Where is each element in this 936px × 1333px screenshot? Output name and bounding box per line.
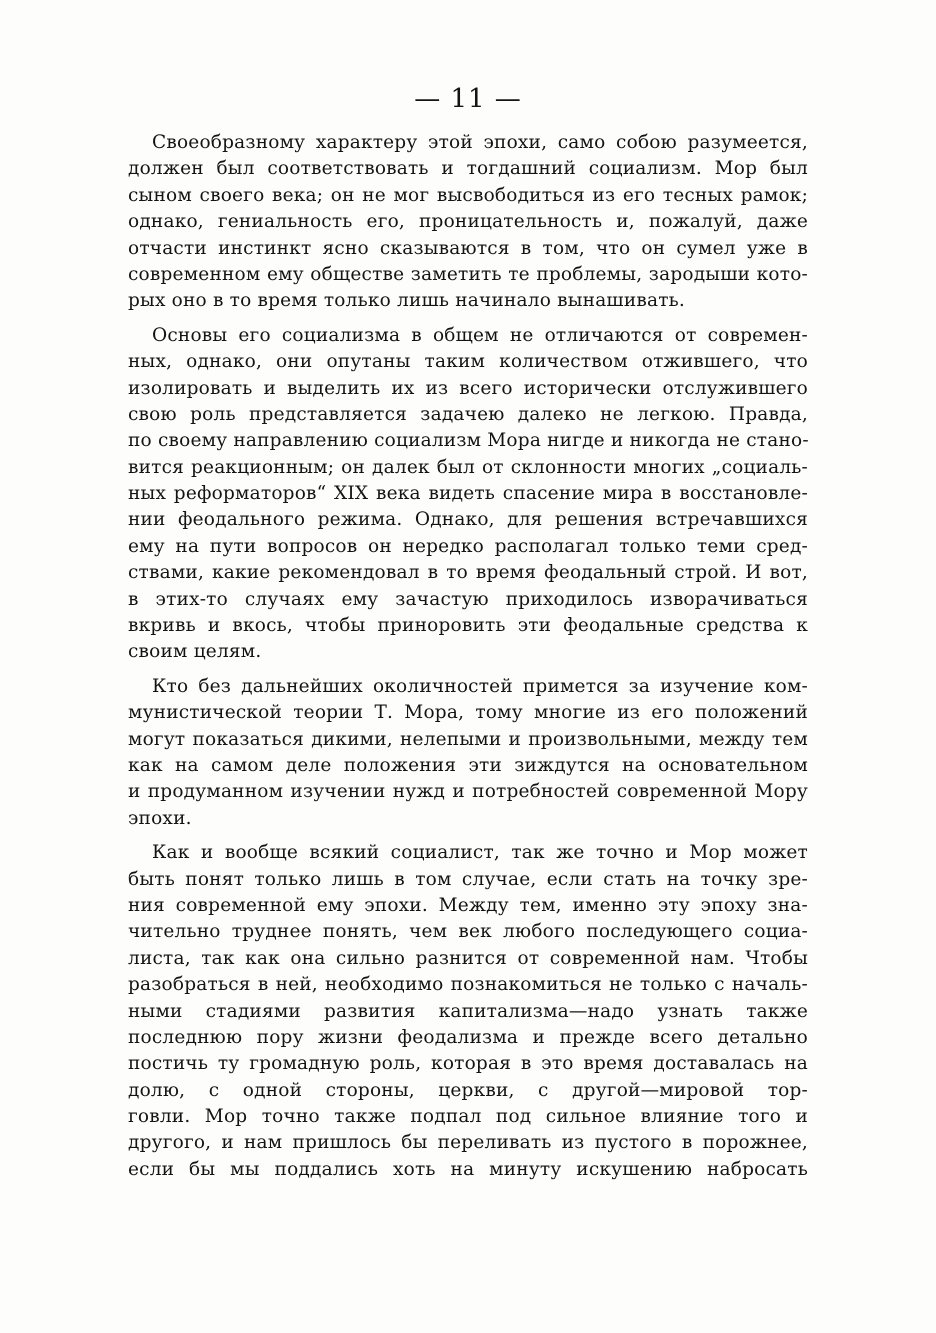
text-line: ему на пути вопросов он нередко располагал только теми сред- xyxy=(128,535,808,557)
text-line: однако, гениальность его, проницательность и, пожалуй, даже xyxy=(128,211,808,233)
text-line: ными стадиями развития капитализма—надо узнать также xyxy=(128,1000,808,1022)
text-line: ния современной ему эпохи. Между тем, именно эту эпоху зна- xyxy=(128,894,808,916)
paragraph-2 xyxy=(128,323,808,666)
text-line: постичь ту громадную роль, которая в это время доставалась на xyxy=(128,1053,808,1075)
text-line: быть понят только лишь в том случае, если стать на точку зре- xyxy=(128,868,808,890)
text-line: Основы его социализма в общем не отличаются от современ- xyxy=(152,324,808,346)
text-line: говли. Мор точно также подпал под сильное влияние того и xyxy=(128,1106,808,1128)
text-line: и продуманном изучении нужд и потребностей современной Мору xyxy=(128,781,808,803)
text-line: отчасти инстинкт ясно сказываются в том, что он сумел уже в xyxy=(128,237,808,259)
text-line: если бы мы поддались хоть на минуту искушению набросать xyxy=(128,1158,808,1180)
paragraph-4 xyxy=(128,840,808,1183)
text-line: современном ему обществе заметить те проблемы, зародыши кото- xyxy=(128,263,808,285)
text-line: мунистической теории Т. Мора, тому многие из его положений xyxy=(128,702,808,724)
text-line: последнюю пору жизни феодализма и прежде всего детально xyxy=(128,1026,808,1048)
text-line: вкривь и вкось, чтобы приноровить эти феодальные средства к xyxy=(128,615,808,637)
text-line: по своему направлению социализм Мора нигде и никогда не стано- xyxy=(128,430,809,452)
text-line: листа, так как она сильно разнится от современной нам. Чтобы xyxy=(128,947,808,969)
paragraph-3 xyxy=(128,674,808,832)
text-line: изолировать и выделить их из всего исторически отслужившего xyxy=(128,377,808,399)
text-line: Своеобразному характеру этой эпохи, само собою разумеется, xyxy=(152,132,808,153)
text-line: долю, с одной стороны, церкви, с другой—мировой тор- xyxy=(128,1079,808,1101)
text-line: могут показаться дикими, нелепыми и произвольными, между тем xyxy=(128,728,808,750)
text-line: в этих-то случаях ему зачастую приходилось изворачиваться xyxy=(128,588,808,610)
text-line: ных, однако, они опутаны таким количеством отжившего, что xyxy=(128,351,808,373)
text-line: Кто без дальнейших околичностей примется за изучение ком- xyxy=(152,675,808,697)
body-text xyxy=(128,130,808,1191)
text-line: чительно труднее понять, чем век любого последующего социа- xyxy=(128,921,808,943)
text-line: ствами, какие рекомендовал в то время феодальный строй. И вот, xyxy=(128,562,808,584)
text-line: другого, и нам пришлось бы переливать из пустого в порожнее, xyxy=(128,1132,808,1154)
text-line: своим целям. xyxy=(128,641,262,663)
text-line: нии феодального режима. Однако, для решения встречавшихся xyxy=(128,509,808,531)
text-line: вится реакционным; он далек был от склонности многих „социаль- xyxy=(128,456,808,478)
text-line: сыном своего века; он не мог высвободиться из его тесных рамок; xyxy=(128,184,808,206)
text-line: как на самом деле положения эти зиждутся на основательном xyxy=(128,754,808,776)
page-number: — 11 — xyxy=(414,84,522,114)
text-line: свою роль представляется задачею далеко не легкою. Правда, xyxy=(128,403,808,425)
text-line: рых оно в то время только лишь начинало вынашивать. xyxy=(128,290,685,312)
text-line: должен был соответствовать и тогдашний социализм. Мор был xyxy=(128,158,808,180)
text-line: эпохи. xyxy=(128,807,192,829)
text-line: ных реформаторов“ XIX века видеть спасение мира в восстановле- xyxy=(128,483,808,505)
text-line: Как и вообще всякий социалист, так же точно и Мор может xyxy=(152,842,808,864)
paragraph-1 xyxy=(128,130,808,315)
text-line: разобраться в ней, необходимо познакомиться не только с началь- xyxy=(128,974,808,996)
